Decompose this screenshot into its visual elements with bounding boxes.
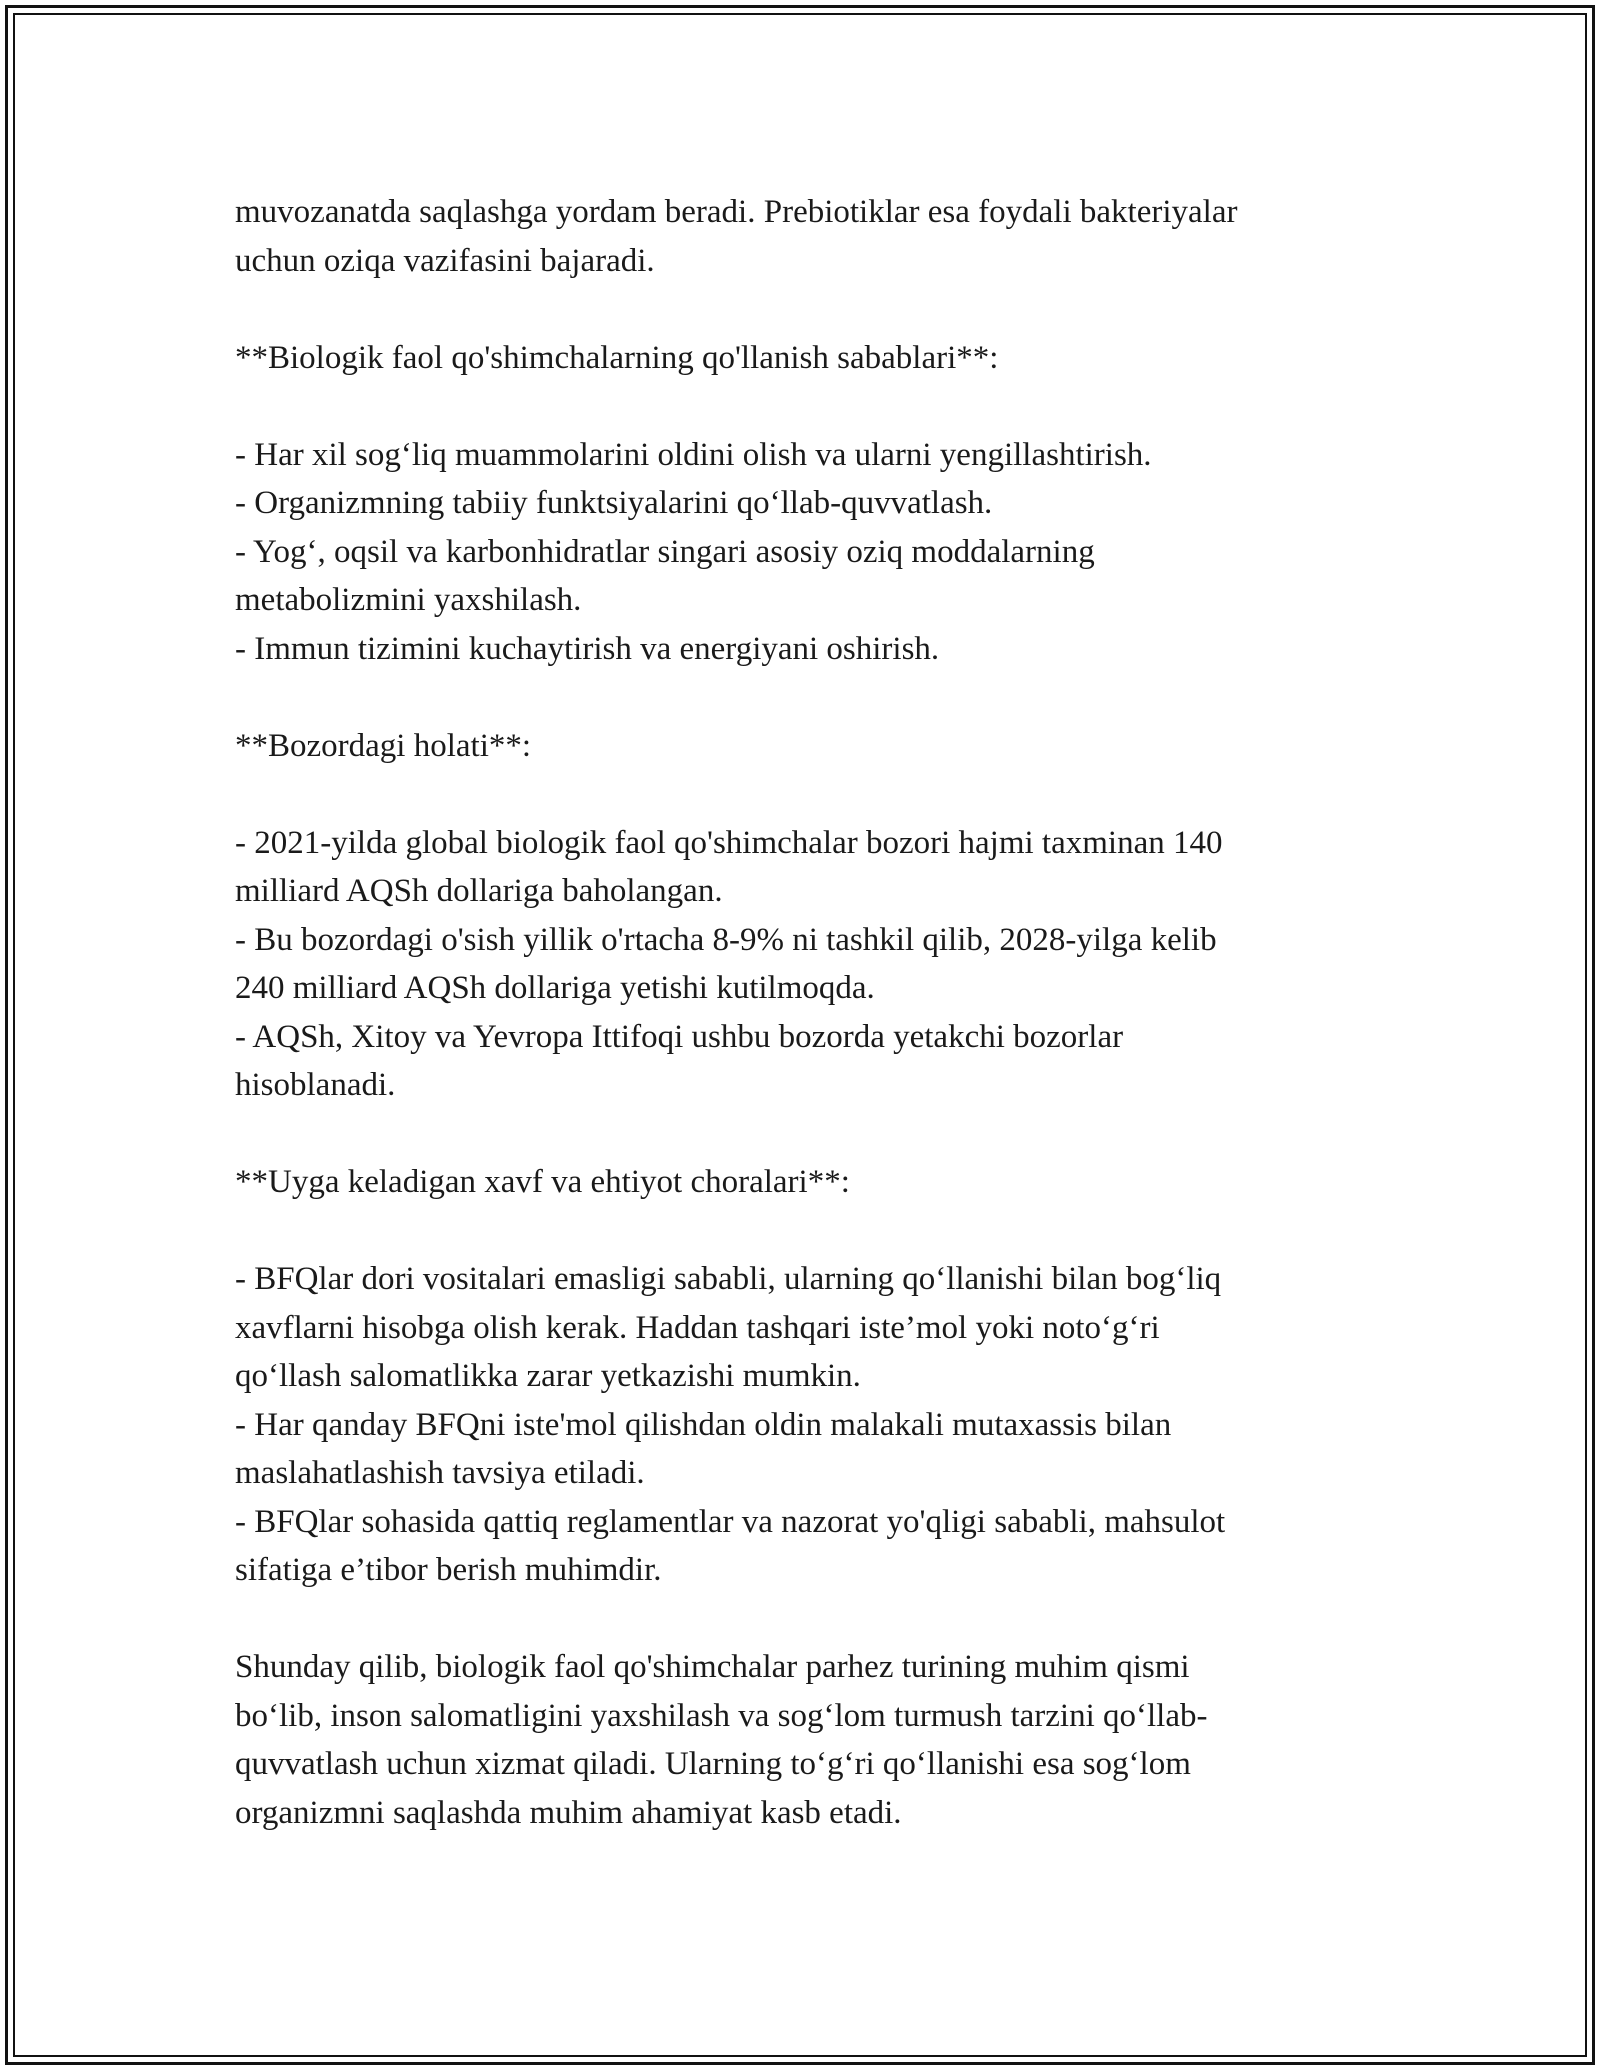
list-item: - BFQlar dori vositalari emasligi sababli, ularning qo‘llanishi bilan bog‘liq	[235, 1261, 1222, 1297]
list-item: - Yog‘, oqsil va karbonhidratlar singari asosiy oziq moddalarning	[235, 533, 1095, 570]
list-item: - Bu bozordagi o'sish yillik o'rtacha 8-9% ni tashkil qilib, 2028-yilga kelib	[235, 921, 1217, 958]
list-item-continuation: xavflarni hisobga olish kerak. Haddan tashqari iste’mol yoki noto‘g‘ri	[235, 1309, 1160, 1346]
paragraph-gap	[235, 382, 1370, 431]
conclusion-paragraph	[235, 1643, 1370, 1837]
paragraph-gap	[235, 1595, 1370, 1644]
list-item: - Organizmning tabiiy funktsiyalarini qo‘llab-quvvatlash.	[235, 485, 993, 521]
list-item: - Immun tizimini kuchaytirish va energiyani oshirish.	[235, 630, 940, 667]
list-item-continuation: hisoblanadi.	[235, 1067, 396, 1103]
intro-paragraph	[235, 188, 1370, 285]
text-line: bo‘lib, inson salomatligini yaxshilash va sog‘lom turmush tarzini qo‘llab-	[235, 1697, 1208, 1734]
list-item-continuation: sifatiga e’tibor berish muhimdir.	[235, 1552, 662, 1588]
list-item-continuation: milliard AQSh dollariga baholangan.	[235, 873, 723, 909]
text-line: organizmni saqlashda muhim ahamiyat kasb etadi.	[235, 1794, 902, 1831]
list-item: - AQSh, Xitoy va Yevropa Ittifoqi ushbu bozorda yetakchi bozorlar	[235, 1018, 1124, 1055]
section-heading: **Uyga keladigan xavf va ehtiyot choralari**:	[235, 1164, 850, 1200]
list-item-continuation: 240 milliard AQSh dollariga yetishi kutilmoqda.	[235, 970, 875, 1006]
list-item-continuation: qo‘llash salomatlikka zarar yetkazishi mumkin.	[235, 1358, 861, 1394]
paragraph-gap	[235, 285, 1370, 334]
paragraph-gap	[235, 1207, 1370, 1256]
text-line: Shunday qilib, biologik faol qo'shimchalar parhez turining muhim qismi	[235, 1649, 1190, 1685]
list-item-continuation: maslahatlashish tavsiya etiladi.	[235, 1455, 645, 1491]
text-line: muvozanatda saqlashga yordam beradi. Prebiotiklar esa foydali bakteriyalar	[235, 194, 1238, 230]
section-reasons	[235, 334, 1370, 674]
list-item-continuation: metabolizmini yaxshilash.	[235, 582, 582, 618]
list-item: - Har xil sog‘liq muammolarini oldini olish va ularni yengillashtirish.	[235, 436, 1152, 473]
paragraph-gap	[235, 673, 1370, 722]
section-heading: **Bozordagi holati**:	[235, 727, 532, 764]
paragraph-gap	[235, 1110, 1370, 1159]
section-heading: **Biologik faol qo'shimchalarning qo'llanish sabablari**:	[235, 339, 999, 376]
paragraph-gap	[235, 770, 1370, 819]
list-item: - BFQlar sohasida qattiq reglamentlar va nazorat yo'qligi sababli, mahsulot	[235, 1503, 1226, 1540]
text-line: quvvatlash uchun xizmat qiladi. Ularning to‘g‘ri qo‘llanishi esa sog‘lom	[235, 1746, 1191, 1782]
document-body	[235, 188, 1370, 1837]
list-item: - Har qanday BFQni iste'mol qilishdan oldin malakali mutaxassis bilan	[235, 1406, 1172, 1443]
text-line: uchun oziqa vazifasini bajaradi.	[235, 242, 655, 279]
section-market	[235, 722, 1370, 1110]
section-risks	[235, 1158, 1370, 1595]
list-item: - 2021-yilda global biologik faol qo'shimchalar bozori hajmi taxminan 140	[235, 824, 1223, 861]
